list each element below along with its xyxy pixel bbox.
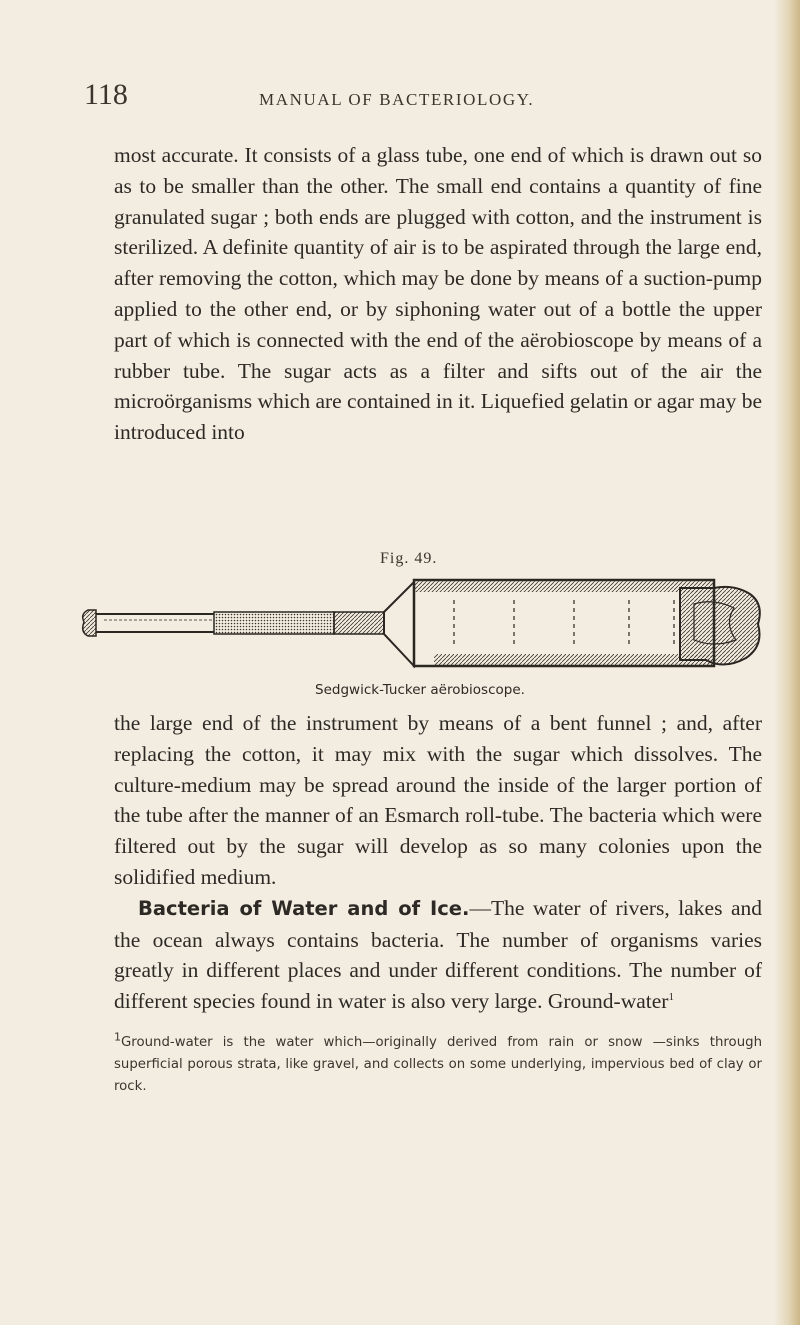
paragraph-1: most accurate. It consists of a glass tube, one end of which is drawn out so as to be smaller than the other. The small end contains a quantity of fine granulated sugar ; both ends are plugged with cotton, and the instrument is sterilized. A definite quantity of air is to be aspirated through the large end, after removing the cotton, which may be done by means of a suction-pump applied to the other end, or by siphoning water out of a bottle the upper part of which is connected with the end of the aërobioscope by means of a rubber tube. The sugar acts as a filter and sifts out of the air the microörganisms which are contained in it. Liquefied gelatin or agar may be introduced into [114, 143, 762, 445]
small-end-plug [83, 610, 96, 636]
figure-caption: Sedgwick-Tucker aërobioscope. [315, 682, 525, 698]
page-edge-shadow [774, 0, 800, 1325]
paragraph-2 [114, 708, 762, 1017]
aerobioscope-illustration [74, 574, 774, 674]
tube-taper [384, 582, 414, 666]
page-header [84, 78, 764, 110]
large-tube-body [414, 580, 714, 666]
narrow-tube [96, 612, 384, 634]
page-number: 118 [84, 78, 128, 111]
figure-label: Fig. 49. [380, 550, 438, 567]
footnote [114, 1032, 762, 1098]
footnote-marker: 1 [114, 1030, 121, 1044]
section-heading: Bacteria of Water and of Ice. [138, 896, 470, 920]
running-head: MANUAL OF BACTERIOLOGY. [259, 90, 535, 109]
footnote-text: Ground-water is the water which—originally derived from rain or snow —sinks through superficial porous strata, like gravel, and collects on some underlying, impervious bed of clay or rock. [114, 1035, 762, 1094]
footnote-reference[interactable]: 1 [668, 991, 674, 1004]
paragraph-2-text: the large end of the instrument by means of a bent funnel ; and, after replacing the cotton, it may mix with the sugar which dissolves. The culture-medium may be spread around the inside of the larger portion of the tube after the manner of an Esmarch roll-tube. The bacteria which were filtered out by the sugar will develop as so many colonies upon the solidified medium. [114, 711, 762, 889]
large-end-plug [680, 587, 760, 665]
section-text: —The water of rivers, lakes and the ocean always contains bacteria. The number of organisms varies greatly in different places and under different conditions. The number of different species found in water is also very large. Ground-water [114, 895, 762, 1014]
